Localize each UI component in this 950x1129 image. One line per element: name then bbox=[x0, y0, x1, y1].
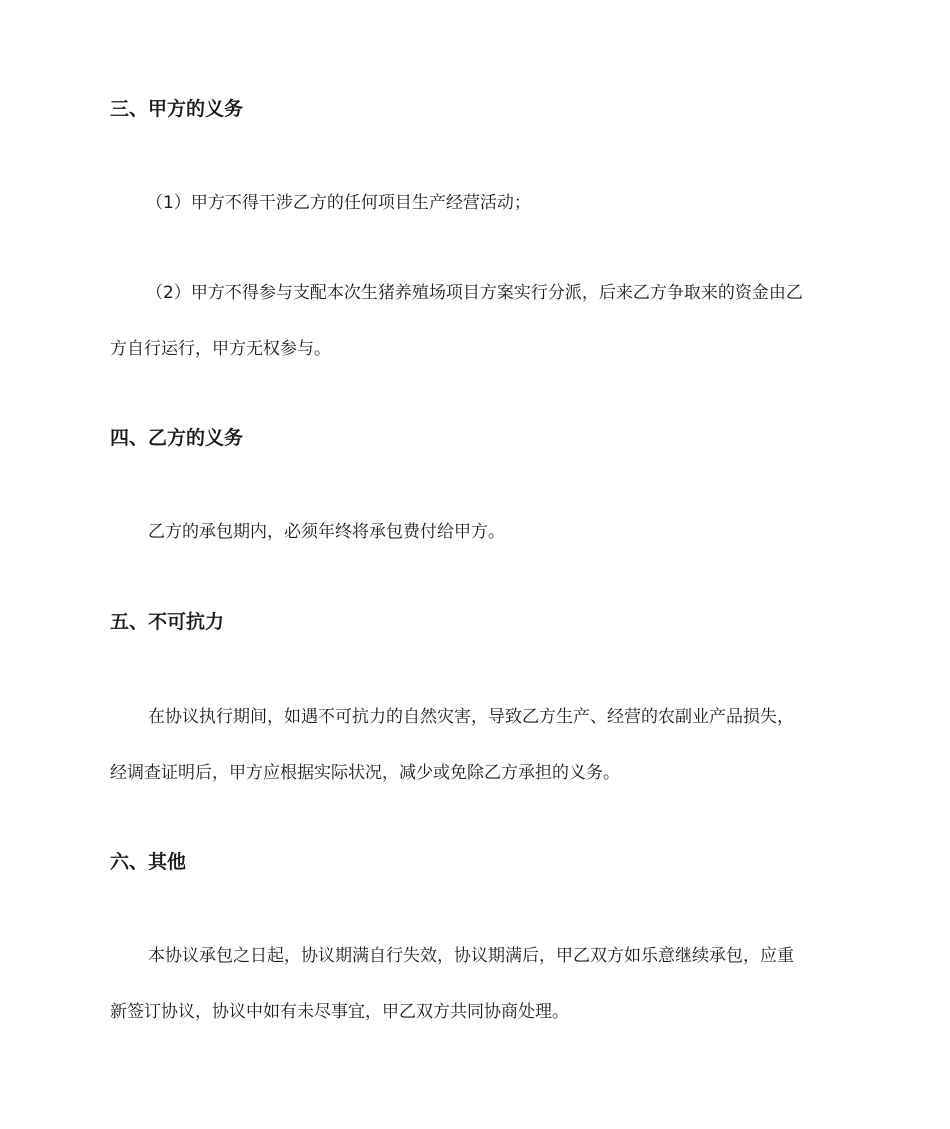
paragraph-line: 本协议承包之日起，协议期满自行失效，协议期满后，甲乙双方如乐意继续承包，应重 bbox=[148, 946, 794, 966]
paragraph-line: 乙方的承包期内，必须年终将承包费付给甲方。 bbox=[148, 522, 505, 542]
section-heading-other: 六、其他 bbox=[110, 851, 187, 873]
section-heading-obligations-party-b: 四、乙方的义务 bbox=[110, 427, 244, 449]
paragraph-line: 新签订协议，协议中如有未尽事宜，甲乙双方共同协商处理。 bbox=[110, 1002, 569, 1022]
section-heading-force-majeure: 五、不可抗力 bbox=[110, 611, 225, 633]
paragraph-line: 在协议执行期间，如遇不可抗力的自然灾害，导致乙方生产、经营的农副业产品损失， bbox=[148, 707, 794, 727]
section-heading-obligations-party-a: 三、甲方的义务 bbox=[110, 98, 244, 120]
paragraph-line: （1）甲方不得干涉乙方的任何项目生产经营活动； bbox=[146, 193, 531, 213]
paragraph-line: （2）甲方不得参与支配本次生猪养殖场项目方案实行分派，后来乙方争取来的资金由乙 bbox=[146, 283, 803, 303]
paragraph-line: 方自行运行，甲方无权参与。 bbox=[110, 339, 331, 359]
paragraph-line: 经调查证明后，甲方应根据实际状况，减少或免除乙方承担的义务。 bbox=[110, 763, 620, 783]
